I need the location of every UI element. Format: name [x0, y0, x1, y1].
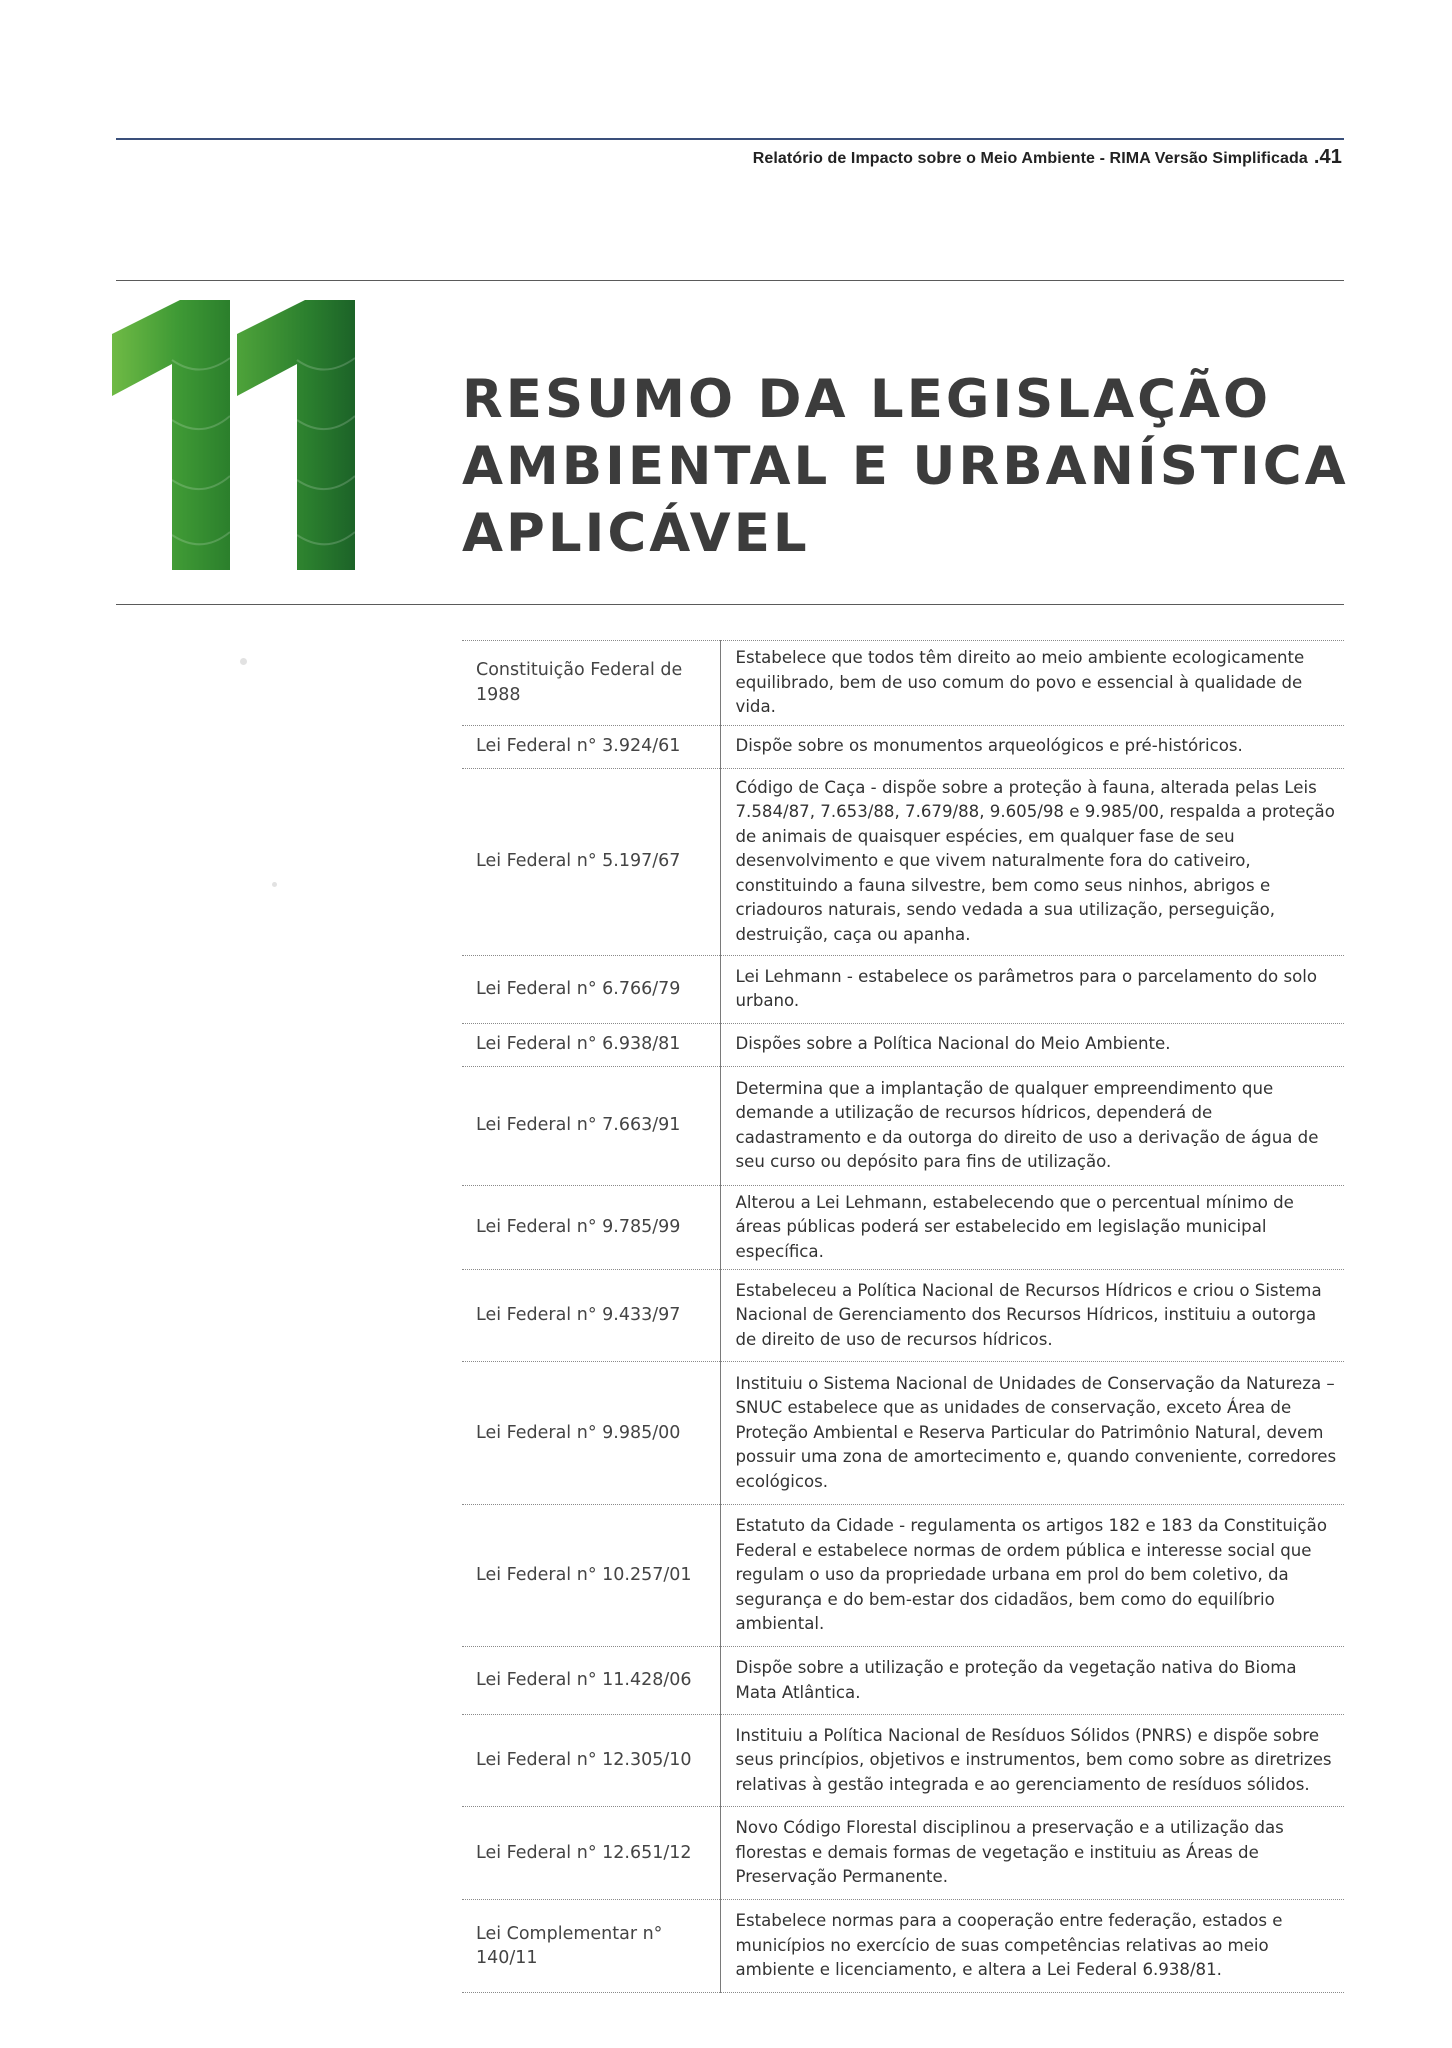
law-name: Lei Federal n° 9.985/00	[462, 1362, 720, 1505]
table-row	[462, 1023, 1344, 1066]
table-row	[462, 1647, 1344, 1715]
header-rule	[116, 138, 1344, 140]
law-description: Estabeleceu a Política Nacional de Recursos Hídricos e criou o Sistema Nacional de Gerenciamento dos Recursos Hídricos, instituiu a outorga de direito de uso de recursos hídricos.	[720, 1270, 1344, 1362]
law-description: Estabelece que todos têm direito ao meio ambiente ecologicamente equilibrado, bem de uso comum do povo e essencial à qualidade de vida.	[720, 641, 1344, 726]
table-row	[462, 725, 1344, 768]
law-name: Lei Federal n° 9.433/97	[462, 1270, 720, 1362]
table-row	[462, 1185, 1344, 1270]
law-name: Lei Complementar n° 140/11	[462, 1900, 720, 1993]
chapter-title-line: RESUMO DA LEGISLAÇÃO	[462, 369, 1272, 430]
table-row	[462, 1900, 1344, 1993]
law-name: Lei Federal n° 5.197/67	[462, 768, 720, 955]
chapter-bottom-rule	[116, 604, 1344, 605]
speck	[240, 658, 247, 665]
chapter-top-rule	[116, 280, 1344, 281]
legislation-table	[462, 640, 1344, 1993]
table-row	[462, 641, 1344, 726]
chapter-number-graphic	[110, 300, 370, 572]
law-description: Instituiu a Política Nacional de Resíduos Sólidos (PNRS) e dispõe sobre seus princípios, objetivos e instrumentos, bem como sobre as diretrizes relativas à gestão integrada e ao gerenciamento de resíduos sólidos.	[720, 1715, 1344, 1807]
chapter-title-line: APLICÁVEL	[462, 503, 810, 564]
chapter-number-text: 11	[240, 450, 242, 451]
law-name: Lei Federal n° 11.428/06	[462, 1647, 720, 1715]
table-row	[462, 955, 1344, 1023]
table-row	[462, 1270, 1344, 1362]
law-name: Lei Federal n° 6.938/81	[462, 1023, 720, 1066]
table-row	[462, 768, 1344, 955]
law-name: Lei Federal n° 3.924/61	[462, 725, 720, 768]
law-description: Novo Código Florestal disciplinou a preservação e a utilização das florestas e demais formas de vegetação e instituiu as Áreas de Preservação Permanente.	[720, 1807, 1344, 1900]
table-row	[462, 1505, 1344, 1647]
law-description: Código de Caça - dispõe sobre a proteção à fauna, alterada pelas Leis 7.584/87, 7.653/88, 7.679/88, 9.605/98 e 9.985/00, respalda a proteção de animais de quaisquer espécies, em qualquer fase de seu desenvolvimento e que vivem naturalmente fora do cativeiro, constituindo a fauna silvestre, bem como seus ninhos, abrigos e criadouros naturais, sendo vedada a sua utilização, perseguição, destruição, caça ou apanha.	[720, 768, 1344, 955]
header-title: Relatório de Impacto sobre o Meio Ambiente - RIMA Versão Simplificada	[752, 150, 1308, 167]
table-row	[462, 1066, 1344, 1185]
table-row	[462, 1362, 1344, 1505]
chapter-title	[462, 366, 1349, 567]
law-description: Estatuto da Cidade - regulamenta os artigos 182 e 183 da Constituição Federal e estabelece normas de ordem pública e interesse social que regulam o uso da propriedade urbana em prol do bem coletivo, da segurança e do bem-estar dos cidadãos, bem como do equilíbrio ambiental.	[720, 1505, 1344, 1647]
law-name: Lei Federal n° 12.651/12	[462, 1807, 720, 1900]
running-header	[753, 146, 1342, 169]
table-row	[462, 1807, 1344, 1900]
law-name: Lei Federal n° 7.663/91	[462, 1066, 720, 1185]
law-description: Estabelece normas para a cooperação entre federação, estados e municípios no exercício de suas competências relativas ao meio ambiente e licenciamento, e altera a Lei Federal 6.938/81.	[720, 1900, 1344, 1993]
table-row	[462, 1715, 1344, 1807]
law-name: Lei Federal n° 10.257/01	[462, 1505, 720, 1647]
law-description: Dispõe sobre os monumentos arqueológicos e pré-históricos.	[720, 725, 1344, 768]
law-name: Constituição Federal de 1988	[462, 641, 720, 726]
law-description: Lei Lehmann - estabelece os parâmetros para o parcelamento do solo urbano.	[720, 955, 1344, 1023]
law-description: Alterou a Lei Lehmann, estabelecendo que o percentual mínimo de áreas públicas poderá ser estabelecido em legislação municipal específica.	[720, 1185, 1344, 1270]
law-description: Dispõe sobre a utilização e proteção da vegetação nativa do Bioma Mata Atlântica.	[720, 1647, 1344, 1715]
speck	[272, 882, 277, 887]
law-name: Lei Federal n° 12.305/10	[462, 1715, 720, 1807]
law-description: Dispões sobre a Política Nacional do Meio Ambiente.	[720, 1023, 1344, 1066]
page-number: .41	[1313, 146, 1342, 168]
chapter-title-line: AMBIENTAL E URBANÍSTICA	[462, 436, 1349, 497]
law-description: Instituiu o Sistema Nacional de Unidades de Conservação da Natureza – SNUC estabelece que as unidades de conservação, exceto Área de Proteção Ambiental e Reserva Particular do Patrimônio Natural, devem possuir uma zona de amortecimento e, quando conveniente, corredores ecológicos.	[720, 1362, 1344, 1505]
law-name: Lei Federal n° 6.766/79	[462, 955, 720, 1023]
law-name: Lei Federal n° 9.785/99	[462, 1185, 720, 1270]
law-description: Determina que a implantação de qualquer empreendimento que demande a utilização de recursos hídricos, dependerá de cadastramento e da outorga do direito de uso a derivação de água de seu curso ou depósito para fins de utilização.	[720, 1066, 1344, 1185]
